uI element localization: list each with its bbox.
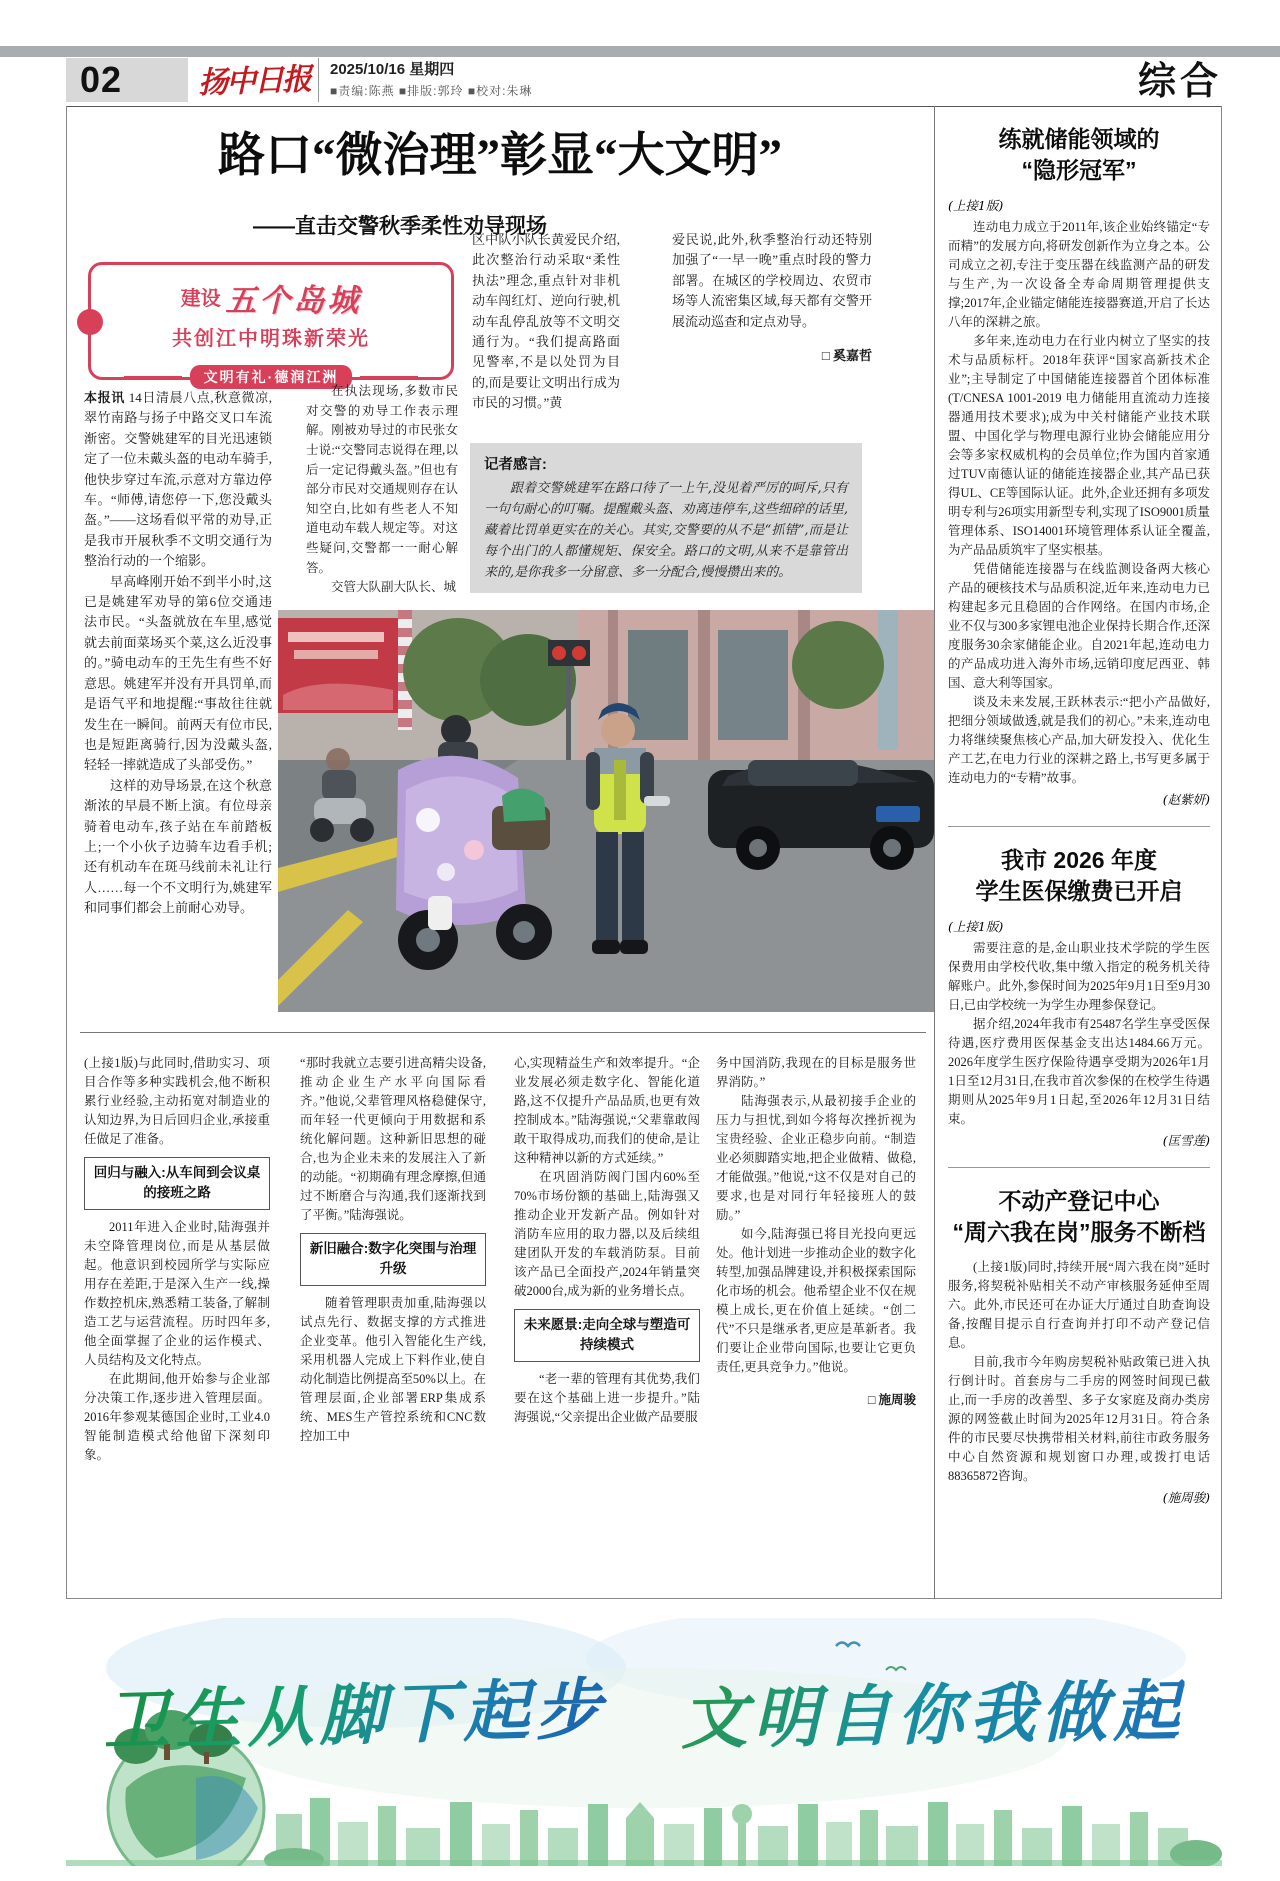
reporter-note-label: 记者感言: xyxy=(484,457,547,473)
header-divider xyxy=(318,58,319,102)
article-column-3 xyxy=(472,230,620,414)
continued-from-label: (上接1版) xyxy=(948,198,1004,214)
editorial-staff: ■责编:陈燕 ■排版:郭玲 ■校对:朱琳 xyxy=(330,84,533,98)
reporter-note-body: 跟着交警姚建军在路口待了一上午,没见着严厉的呵斥,只有一句句耐心的叮嘱。提醒戴头盔、劝离违停车,这些细碎的话里,藏着比罚单更实在的关心。其实,交警要的从不是“抓错”,而是让每个出门的人都懂规矩、保安全。路口的文明,从来不是靠管出来的,是你我多一分留意、多一分配合,慢慢攒出来的。 xyxy=(484,481,848,581)
paragraph: 需要注意的是,金山职业技术学院的学生医保费用由学校代收,集中缴入指定的税务机关待解账户。此外,参保时间为2025年9月1日至9月30日,已由学校统一为学生办理参保登记。 xyxy=(948,941,1210,1013)
page-number: 02 xyxy=(80,59,123,100)
continuation-column-4 xyxy=(716,1054,916,1410)
banner-slogan xyxy=(66,1662,1222,1761)
subhead-digital-upgrade: 新旧融合:数字化突围与治理升级 xyxy=(300,1233,486,1286)
paragraph: (上接1版)与此同时,借助实习、项目合作等多种实践机会,他不断积累行业经验,主动拓宽对制造业的认知边界,为日后回归企业,承接重任做足了准备。 xyxy=(84,1056,270,1146)
subhead-future-vision: 未来愿景:走向全球与塑造可持续模式 xyxy=(514,1309,700,1362)
paragraph: 多年来,连动电力在行业内树立了坚实的技术与品质标杆。2018年获评“国家高新技术企业”;主导制定了中国储能连接器首个团体标准(T/CNESA 1001-2019 电力储能用直流动力连接器通用技术要求);成为中关村储能产业技术联盟、中国化学与物理电源行业协会储能应用分会等多家权威机构的会员单位;作为国内首家通过TUV南德认证的储能连接器企业,其产品已获得UL、CE等国际认证。此外,企业还拥有多项发明专利与26项实用新型专利,实现了ISO9001质量管理体系、ISO14001环境管理体系认证全覆盖,为产品品质筑牢了坚实根基。 xyxy=(948,334,1210,558)
paragraph: 如今,陆海强已将目光投向更远处。他计划进一步推动企业的数字化转型,加强品牌建设,并积极探索国际化市场的机会。他希望企业不仅在规模上成长,更在价值上延续。“创二代”不只是继承者,更应是革新者。我们要让企业带向国际,也要让它更负责任,更具竞争力。”他说。 xyxy=(716,1227,917,1374)
sidebar-article-body xyxy=(948,218,1210,788)
sidebar-article-title xyxy=(948,1186,1210,1248)
title-line-2: 学生医保缴费已开启 xyxy=(975,878,1183,905)
sidebar-article-byline: (施周骏) xyxy=(1162,1490,1210,1506)
paragraph: 爱民说,此外,秋季整治行动还特别加强了“一早一晚”重点时段的警力部署。在城区的学校周边、农贸市场等人流密集区域,每天都有交警开展流动巡查和定点劝导。 xyxy=(672,232,872,329)
sidebar-article-body xyxy=(948,939,1210,1129)
rule-right xyxy=(1221,106,1222,1599)
rule-left xyxy=(66,106,67,1599)
top-gray-bar xyxy=(0,46,1280,57)
article-column-2 xyxy=(306,382,458,598)
masthead-logo: 扬中日报 xyxy=(197,62,311,101)
sidebar xyxy=(948,114,1210,1516)
paragraph: 随着管理职责加重,陆海强以试点先行、数据支撑的方式推进企业变革。他引入智能化生产线,采用机器人完成上下料作业,使自动化制造比例提高至50%以上。在管理层面,企业部署ERP集成系统、MES生产管控系统和CNC数控加工中 xyxy=(300,1295,486,1443)
rule-sidebar-divider xyxy=(934,106,935,1599)
article-byline: □ 施周骏 xyxy=(867,1393,916,1407)
paragraph: “那时我就立志要引进高精尖设备,推动企业生产水平向国际看齐。”他说,父辈管理风格稳健保守,而年轻一代更倾向于用数据和系统化解问题。这种新旧思想的碰合,也为企业未来的发展注入了新的动能。“初期确有理念摩擦,但通过不断磨合与沟通,我们逐渐找到了平衡。”陆海强说。 xyxy=(300,1056,486,1222)
ribbon-line-right xyxy=(360,376,418,379)
issue-date: 2025/10/16 星期四 xyxy=(330,61,455,78)
sidebar-article-real-estate xyxy=(948,1176,1210,1516)
title-line-1: 练就储能领域的 xyxy=(998,126,1160,152)
paragraph: 凭借储能连接器与在线监测设备两大核心产品的硬核技术与品质积淀,近年来,连动电力已构建起多元且稳固的合作网络。在国内市场,企业不仅与300多家锂电池企业保持长期合作,还深度服务30余家储能企业。自2021年起,连动电力的产品成功进入海外市场,远销印度尼西亚、韩国、意大利等国家。 xyxy=(948,562,1210,691)
paragraph: 在执法现场,多数市民对交警的劝导工作表示理解。刚被劝导过的市民张女士说:“交警同志说得在理,以后一定记得戴头盔。”但也有部分市民对交通规则存在认知空白,比如有些老人不知道电动车载人规定等。对这些疑问,交警都一一耐心解答。 xyxy=(306,384,458,575)
page-number-box xyxy=(66,58,188,102)
paragraph: 据介绍,2024年我市有25487名学生享受医保待遇,医疗费用医保基金支出达1484.66万元。2026年度学生医疗保险待遇享受期为2026年1月1日至12月31日,在我市首次参保的在校学生待遇期则从2025年9月1日起,至2026年12月31日结束。 xyxy=(948,1017,1210,1127)
slogan-right: 文明自你我做起 xyxy=(681,1658,1187,1762)
paragraph: 区中队小队长黄爱民介绍,此次整治行动采取“柔性执法”理念,重点针对非机动车闯红灯、逆向行驶,机动车乱停乱放等不文明交通行为。“我们提高路面见警率,不是以处罚为目的,而是要让文明出行成为市民的习惯。”黄 xyxy=(472,232,620,411)
paragraph: (上接1版)同时,持续开展“周六我在岗”延时服务,将契税补贴相关不动产审核服务延伸至周六。此外,市民还可在办证大厅通过自助查询设备,按醒目提示自行查询并打印不动产登记信息。 xyxy=(948,1260,1210,1351)
paragraph: 早高峰刚开始不到半小时,这已是姚建军劝导的第6位交通违法市民。“头盔就放在车里,感觉就去前面菜场买个菜,这么近没事的。”骑电动车的王先生有些不好意思。姚建军并没有开具罚单,而是语气平和地提醒:“事故往往就发生在一瞬间。前两天有位市民,也是短距离骑行,因为没戴头盔,轻轻一摔就造成了头部受伤。” xyxy=(84,573,272,773)
sidebar-divider xyxy=(948,826,1210,827)
reporter-note-box xyxy=(470,443,862,593)
slogan-left: 卫生从脚下起步 xyxy=(101,1655,607,1763)
rule-continuation-divider xyxy=(80,1032,926,1033)
title-line-1: 不动产登记中心 xyxy=(998,1188,1160,1215)
paragraph: 在巩固消防阀门国内60%至70%市场份额的基础上,陆海强又推动企业开发新产品。例如针对消防车应用的取力器,以及后续组建团队开发的车载消防泵。目前该产品已全面投产,2024年销量突破2000台,成为新的业务增长点。 xyxy=(514,1170,700,1298)
article-byline: □ 奚嘉哲 xyxy=(821,348,872,364)
sidebar-article-body xyxy=(948,1258,1210,1486)
subhead-return-integration: 回归与融入:从车间到会议桌的接班之路 xyxy=(84,1157,270,1210)
continuation-column-3 xyxy=(514,1054,700,1427)
sidebar-divider xyxy=(948,1167,1210,1168)
paragraph: 2011年进入企业时,陆海强并未空降管理岗位,而是从基层做起。他意识到校园所学与实际应用存在差距,于是深入生产一线,操作数控机床,熟悉精工装备,了解制造工艺与运营流程。历时四年多,他全面掌握了企业的运作模式、人员结构及文化特点。 xyxy=(84,1219,270,1367)
sidebar-article-title xyxy=(948,124,1210,186)
continuation-column-1 xyxy=(84,1054,270,1465)
sidebar-article-energy xyxy=(948,114,1210,818)
main-headline: 路口“微治理”彰显“大文明” xyxy=(218,130,782,182)
sidebar-article-title xyxy=(948,845,1210,907)
promo-prefix: 建设 xyxy=(180,288,221,310)
paragraph xyxy=(84,388,272,572)
ribbon-line-left xyxy=(124,376,182,379)
paragraph: 陆海强表示,从最初接手企业的压力与担忧,到如今将每次挫折视为宝贵经验、企业正稳步向前。“制造业必须脚踏实地,把企业做精、做稳,才能做强。”他说,“这不仅是对自己的要求,也是对同行年轻接班人的鼓励。” xyxy=(716,1094,916,1222)
lede-label: 本报讯 xyxy=(84,390,125,405)
article-column-1 xyxy=(84,388,272,919)
sidebar-article-byline: (匡雪莲) xyxy=(1162,1133,1210,1149)
paragraph: 交管大队副大队长、城 xyxy=(331,580,457,595)
article-photo xyxy=(278,610,934,1012)
promo-circle-decor xyxy=(77,309,103,335)
section-name: 综合 xyxy=(1137,61,1222,103)
promo-line1 xyxy=(91,275,451,320)
paragraph: “老一辈的管理有其优势,我们要在这个基础上进一步提升。”陆海强说,“父亲提出企业做产品要服 xyxy=(514,1371,700,1424)
promo-line2: 共创江中明珠新荣光 xyxy=(172,328,370,350)
promo-box xyxy=(88,262,454,385)
paragraph: 连动电力成立于2011年,该企业始终锚定“专而精”的发展方向,将研发创新作为立身之本。公司成立之初,专注于变压器在线监测产品的研发与生产,为一次设备全寿命周期管理提供支撑;2017年,企业锚定储能连接器赛道,开启了长达八年的深耕之旅。 xyxy=(948,220,1210,330)
paragraph: 目前,我市今年购房契税补贴政策已进入执行倒计时。首套房与二手房的网签时间现已截止,而一手房的改善型、多子女家庭及商办类房源的网签截止时间为2025年12月31日。符合条件的市民要尽快携带相关材料,前往市政务服务中心自然资源和规划窗口办理,或拨打电话88365872咨询。 xyxy=(948,1355,1210,1484)
rule-top xyxy=(66,106,1222,107)
paragraph: 心,实现精益生产和效率提升。“企业发展必须走数字化、智能化道路,这不仅提升产品品质,也更有效控制成本。”陆海强说,“父辈靠敢闯敢干取得成功,而我们的使命,是让这种精神以新的方式延续。” xyxy=(514,1056,700,1165)
promo-brush-text: 五个岛城 xyxy=(225,283,362,319)
paragraph: 在此期间,他开始参与企业部分决策工作,逐步进入管理层面。2016年参观某德国企业时,工业4.0智能制造模式给他留下深刻印象。 xyxy=(84,1371,270,1462)
photo-illustration xyxy=(278,610,934,1012)
main-subtitle: ——直击交警秋季柔性劝导现场 xyxy=(253,215,547,238)
continued-from-label: (上接1版) xyxy=(948,919,1004,935)
paragraph-text: 14日清晨八点,秋意微凉,翠竹南路与扬子中路交叉口车流渐密。交警姚建军的目光迅速锁定了一位未戴头盔的电动车骑手,他快步穿过车流,示意对方靠边停车。“师傅,请您停一下,您没戴头盔。”——这场看似平常的劝导,正是我市开展秋季不文明交通行为整治行动的一个缩影。 xyxy=(84,390,272,569)
title-line-1: 我市 2026 年度 xyxy=(1001,847,1157,874)
ribbon-text: 文明有礼·德润江洲 xyxy=(190,365,353,389)
paragraph: 这样的劝导场景,在这个秋意渐浓的早晨不断上演。有位母亲骑着电动车,孩子站在车前踏板上;一个小伙子边骑车边看手机;还有机动车在斑马线前未礼让行人……每一个不文明行为,姚建军和同事们都会上前耐心劝导。 xyxy=(84,777,272,916)
rule-bottom xyxy=(66,1598,1222,1599)
paragraph: 务中国消防,我现在的目标是服务世界消防。” xyxy=(716,1056,916,1089)
paragraph: 谈及未来发展,王跃林表示:“把小产品做好,把细分领域做透,就是我们的初心。”未来,连动电力将继续聚焦核心产品,加大研发投入、优化生产工艺,在电力行业的深耕之路上,书写更多属于连动电力的“专精”故事。 xyxy=(948,695,1210,786)
bottom-banner xyxy=(66,1618,1222,1866)
title-line-2: “周六我在岗”服务不断档 xyxy=(952,1219,1206,1246)
article-column-4 xyxy=(672,230,872,366)
sidebar-article-byline: (赵紫妍) xyxy=(1162,792,1210,808)
title-line-2: “隐形冠军” xyxy=(1021,157,1137,184)
sidebar-article-medical-insurance xyxy=(948,835,1210,1159)
continuation-column-2 xyxy=(300,1054,486,1446)
